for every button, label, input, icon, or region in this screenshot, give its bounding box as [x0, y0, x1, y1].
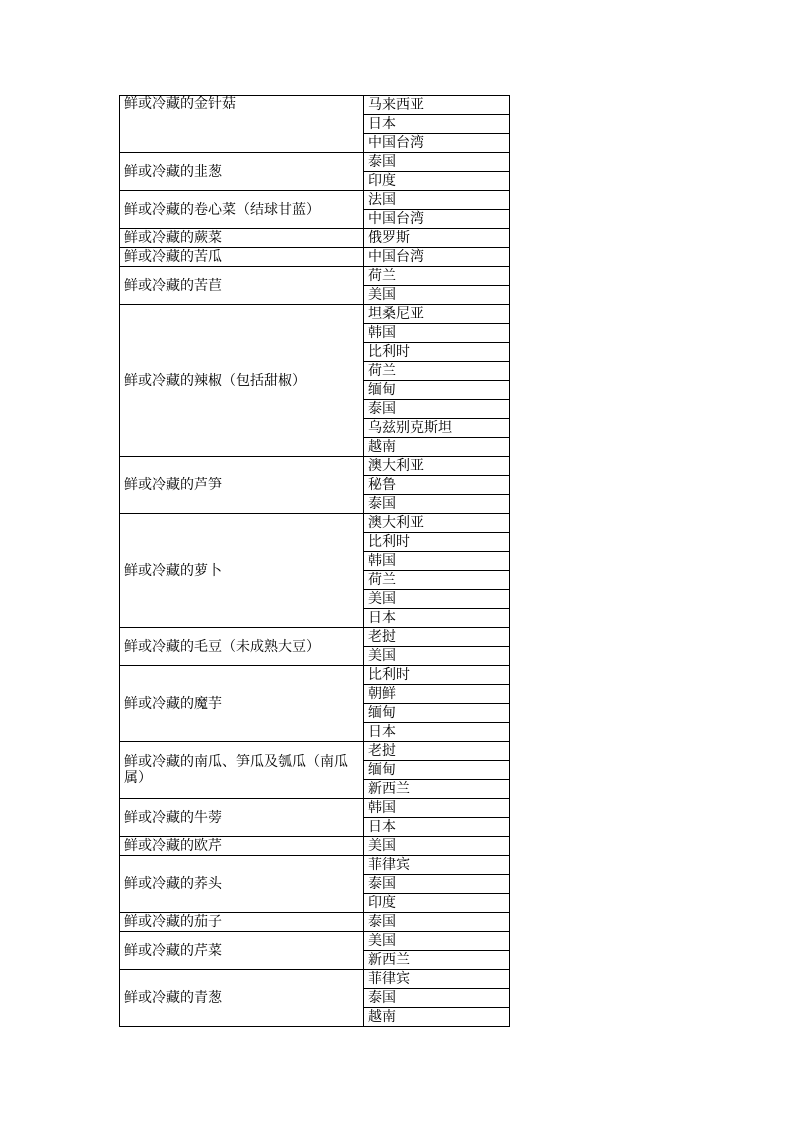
- table-row: [120, 305, 510, 324]
- table-row: [120, 913, 510, 932]
- country-cell: 泰国: [364, 495, 510, 514]
- country-cell: 比利时: [364, 343, 510, 362]
- product-name-cell: 鲜或冷藏的萝卜: [120, 514, 364, 628]
- country-cell: 缅甸: [364, 761, 510, 780]
- country-cell: 坦桑尼亚: [364, 305, 510, 324]
- product-name-cell: 鲜或冷藏的毛豆（未成熟大豆）: [120, 628, 364, 666]
- country-cell: 新西兰: [364, 951, 510, 970]
- country-cell: 美国: [364, 932, 510, 951]
- table-row: [120, 514, 510, 533]
- country-cell: 荷兰: [364, 267, 510, 286]
- product-name-cell: 鲜或冷藏的芦笋: [120, 457, 364, 514]
- country-cell: 秘鲁: [364, 476, 510, 495]
- table-row: [120, 837, 510, 856]
- product-name-cell: 鲜或冷藏的南瓜、笋瓜及瓠瓜（南瓜属）: [120, 742, 364, 799]
- country-cell: 比利时: [364, 533, 510, 552]
- table-row: [120, 628, 510, 647]
- country-cell: 马来西亚: [364, 96, 510, 115]
- product-name-cell: 鲜或冷藏的金针菇: [120, 96, 364, 153]
- table-body: [120, 96, 510, 1027]
- country-cell: 泰国: [364, 400, 510, 419]
- country-cell: 印度: [364, 172, 510, 191]
- product-name-cell: 鲜或冷藏的卷心菜（结球甘蓝）: [120, 191, 364, 229]
- product-name-cell: 鲜或冷藏的芹菜: [120, 932, 364, 970]
- country-cell: 法国: [364, 191, 510, 210]
- country-cell: 韩国: [364, 324, 510, 343]
- country-cell: 印度: [364, 894, 510, 913]
- product-name-cell: 鲜或冷藏的牛蒡: [120, 799, 364, 837]
- table-row: [120, 191, 510, 210]
- table-row: [120, 229, 510, 248]
- country-cell: 澳大利亚: [364, 457, 510, 476]
- table-row: [120, 856, 510, 875]
- product-name-cell: 鲜或冷藏的辣椒（包括甜椒）: [120, 305, 364, 457]
- product-name-cell: 鲜或冷藏的蕨菜: [120, 229, 364, 248]
- country-cell: 乌兹别克斯坦: [364, 419, 510, 438]
- country-cell: 日本: [364, 609, 510, 628]
- country-cell: 朝鲜: [364, 685, 510, 704]
- country-cell: 缅甸: [364, 704, 510, 723]
- country-cell: 缅甸: [364, 381, 510, 400]
- country-cell: 中国台湾: [364, 210, 510, 229]
- country-cell: 美国: [364, 647, 510, 666]
- product-origin-table: [119, 95, 510, 1027]
- country-cell: 美国: [364, 286, 510, 305]
- table-row: [120, 267, 510, 286]
- country-cell: 俄罗斯: [364, 229, 510, 248]
- country-cell: 菲律宾: [364, 970, 510, 989]
- table-row: [120, 799, 510, 818]
- country-cell: 泰国: [364, 989, 510, 1008]
- country-cell: 韩国: [364, 799, 510, 818]
- country-cell: 老挝: [364, 742, 510, 761]
- country-cell: 越南: [364, 438, 510, 457]
- product-name-cell: 鲜或冷藏的韭葱: [120, 153, 364, 191]
- product-name-cell: 鲜或冷藏的苦瓜: [120, 248, 364, 267]
- country-cell: 日本: [364, 818, 510, 837]
- table-row: [120, 932, 510, 951]
- table-row: [120, 248, 510, 267]
- product-name-cell: 鲜或冷藏的欧芹: [120, 837, 364, 856]
- product-name-cell: 鲜或冷藏的苦苣: [120, 267, 364, 305]
- product-name-cell: 鲜或冷藏的魔芋: [120, 666, 364, 742]
- country-cell: 泰国: [364, 153, 510, 172]
- country-cell: 越南: [364, 1008, 510, 1027]
- table-row: [120, 970, 510, 989]
- table-row: [120, 153, 510, 172]
- country-cell: 荷兰: [364, 571, 510, 590]
- table-row: [120, 96, 510, 115]
- country-cell: 荷兰: [364, 362, 510, 381]
- country-cell: 泰国: [364, 913, 510, 932]
- country-cell: 美国: [364, 837, 510, 856]
- country-cell: 比利时: [364, 666, 510, 685]
- country-cell: 老挝: [364, 628, 510, 647]
- table-row: [120, 666, 510, 685]
- country-cell: 新西兰: [364, 780, 510, 799]
- country-cell: 中国台湾: [364, 134, 510, 153]
- country-cell: 韩国: [364, 552, 510, 571]
- country-cell: 泰国: [364, 875, 510, 894]
- country-cell: 菲律宾: [364, 856, 510, 875]
- product-name-cell: 鲜或冷藏的荞头: [120, 856, 364, 913]
- country-cell: 中国台湾: [364, 248, 510, 267]
- country-cell: 日本: [364, 115, 510, 134]
- product-name-cell: 鲜或冷藏的青葱: [120, 970, 364, 1027]
- country-cell: 美国: [364, 590, 510, 609]
- product-name-cell: 鲜或冷藏的茄子: [120, 913, 364, 932]
- table-row: [120, 742, 510, 761]
- country-cell: 澳大利亚: [364, 514, 510, 533]
- country-cell: 日本: [364, 723, 510, 742]
- table-row: [120, 457, 510, 476]
